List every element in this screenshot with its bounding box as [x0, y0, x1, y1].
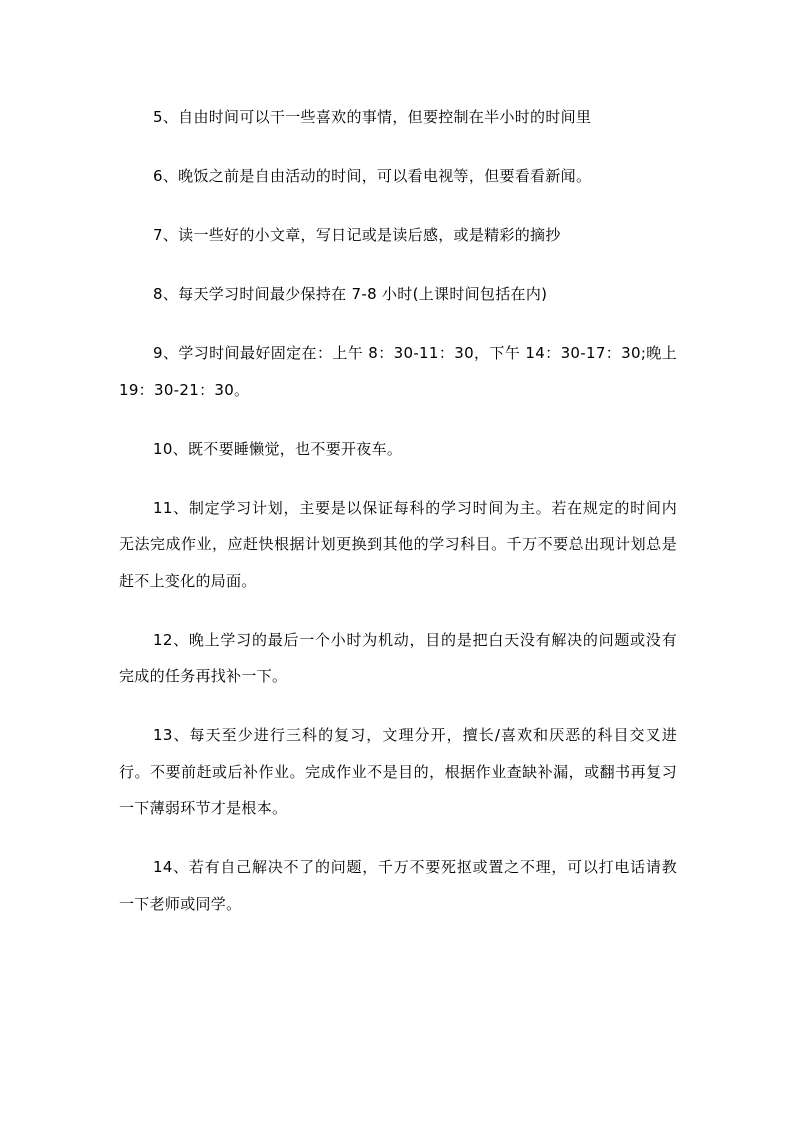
paragraph-spacer	[119, 136, 677, 159]
paragraph-item-11: 11、制定学习计划，主要是以保证每科的学习时间为主。若在规定的时间内无法完成作业，应赶快根据计划更换到其他的学习科目。千万不要总出现计划总是赶不上变化的局面。	[119, 498, 677, 590]
paragraph-spacer	[119, 467, 677, 490]
paragraph-spacer	[119, 195, 677, 218]
paragraph-item-8: 8、每天学习时间最少保持在 7-8 小时(上课时间包括在内)	[153, 285, 548, 303]
paragraph-spacer	[119, 408, 677, 431]
paragraph-spacer	[119, 695, 677, 718]
paragraph-item-9: 9、学习时间最好固定在：上午 8：30-11：30，下午 14：30-17：30;晚上 19：30-21：30。	[119, 344, 677, 399]
paragraph-spacer	[119, 827, 677, 850]
paragraph-item-5: 5、自由时间可以干一些喜欢的事情，但要控制在半小时的时间里	[153, 108, 592, 126]
paragraph-item-10: 10、既不要睡懒觉，也不要开夜车。	[153, 439, 403, 458]
paragraph-item-14: 14、若有自己解决不了的问题，千万不要死抠或置之不理，可以打电话请教一下老师或同学。	[119, 858, 677, 913]
paragraph-spacer	[119, 254, 677, 277]
paragraph-spacer	[119, 599, 677, 622]
paragraph-item-12: 12、晚上学习的最后一个小时为机动，目的是把白天没有解决的问题或没有完成的任务再找补一下。	[119, 630, 677, 685]
document-body	[119, 99, 677, 922]
paragraph-spacer	[119, 313, 677, 336]
paragraph-item-13: 13、每天至少进行三科的复习，文理分开，擅长/喜欢和厌恶的科目交叉进行。不要前赶或后补作业。完成作业不是目的，根据作业查缺补漏，或翻书再复习一下薄弱环节才是根本。	[119, 726, 677, 817]
paragraph-item-6: 6、晚饭之前是自由活动的时间，可以看电视等，但要看看新闻。	[153, 167, 592, 185]
paragraph-item-7: 7、读一些好的小文章，写日记或是读后感，或是精彩的摘抄	[153, 226, 561, 244]
